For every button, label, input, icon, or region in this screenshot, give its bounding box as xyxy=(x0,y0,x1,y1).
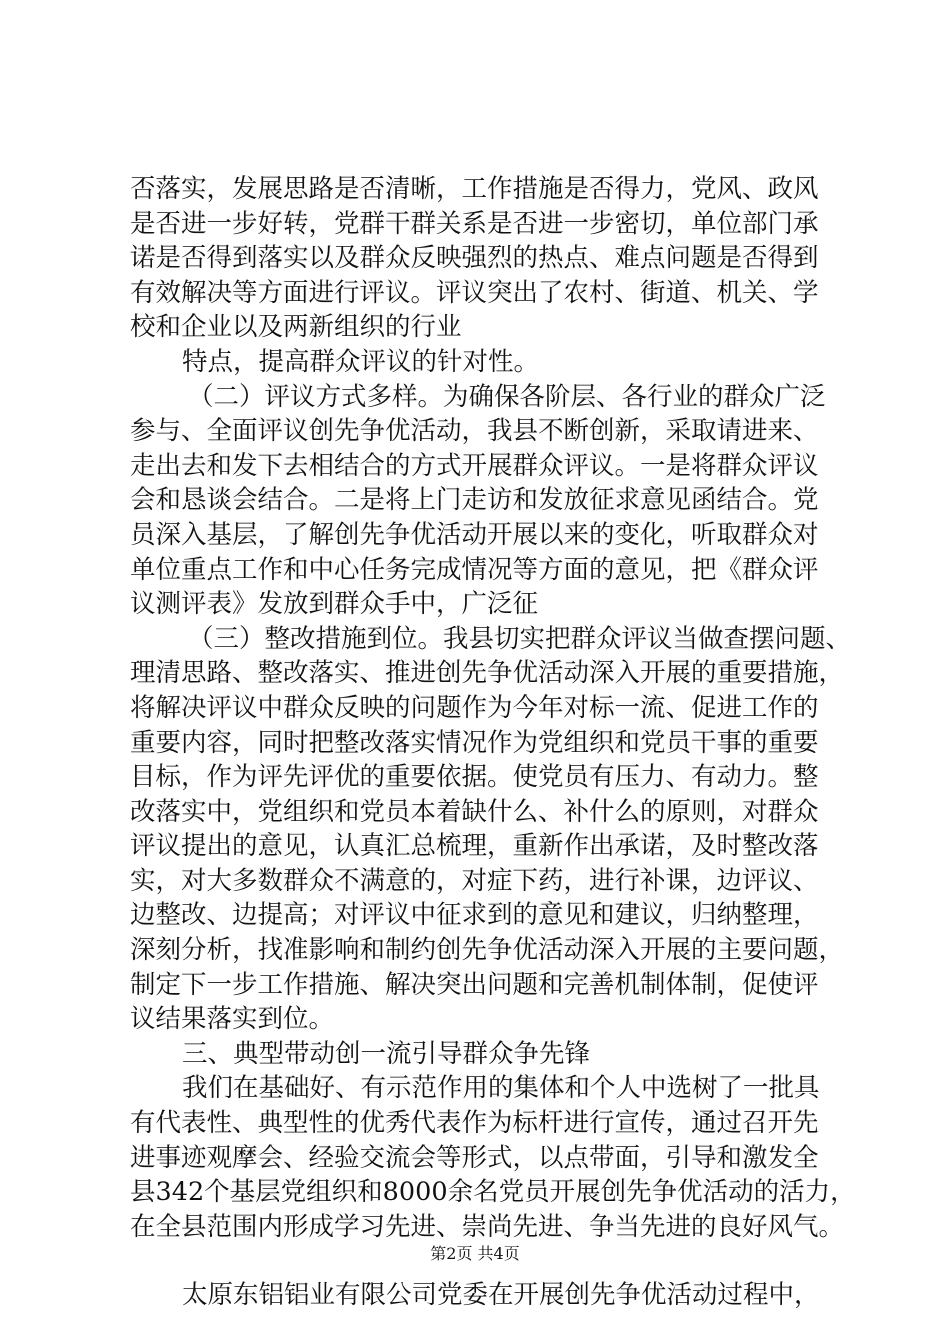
text-line: 评议提出的意见，认真汇总梳理，重新作出承诺，及时整改落 xyxy=(130,831,819,862)
text-line: 太原东铝铝业有限公司党委在开展创先争优活动过程中， xyxy=(182,1280,820,1311)
text-line: 是否进一步好转，党群干群关系是否进一步密切，单位部门承 xyxy=(130,208,819,239)
text-line: 进事迹观摩会、经验交流会等形式，以点带面，引导和激发全 xyxy=(130,1142,819,1173)
text-line: 有代表性、典型性的优秀代表作为标杆进行宣传，通过召开先 xyxy=(130,1108,819,1139)
text-line: （三）整改措施到位。我县切实把群众评议当做查摆问题、 xyxy=(188,623,852,654)
text-line: 有效解决等方面进行评议。评议突出了农村、街道、机关、学 xyxy=(130,277,819,308)
paragraph-p3 xyxy=(130,380,830,622)
text-line: 走出去和发下去相结合的方式开展群众评议。一是将群众评议 xyxy=(130,450,819,481)
text-line: 三、典型带动创一流引导群众争先锋 xyxy=(182,1038,591,1069)
text-line: 深刻分析，找准影响和制约创先争优活动深入开展的主要问题， xyxy=(130,935,845,966)
section-heading xyxy=(130,1037,830,1072)
paragraph-p2 xyxy=(130,345,830,380)
text-line: 校和企业以及两新组织的行业 xyxy=(130,312,462,343)
text-line: 特点，提高群众评议的针对性。 xyxy=(182,346,540,377)
paragraph-p1 xyxy=(130,172,830,345)
text-line: 我们在基础好、有示范作用的集体和个人中选树了一批具 xyxy=(182,1073,820,1104)
text-line: 理清思路、整改落实、推进创先争优活动深入开展的重要措施， xyxy=(130,658,845,689)
text-line: 议测评表》发放到群众手中，广泛征 xyxy=(130,589,539,620)
page-footer xyxy=(0,1243,950,1265)
text-line: 改落实中，党组织和党员本着缺什么、补什么的原则，对群众 xyxy=(130,796,819,827)
text-line: 诺是否得到落实以及群众反映强烈的热点、难点问题是否得到 xyxy=(130,243,819,274)
text-line: 在全县范围内形成学习先进、崇尚先进、争当先进的良好风气。 xyxy=(130,1211,845,1242)
paragraph-p7 xyxy=(130,1278,830,1313)
text-line: 员深入基层，了解创先争优活动开展以来的变化，听取群众对 xyxy=(130,519,819,550)
text-line: （二）评议方式多样。为确保各阶层、各行业的群众广泛 xyxy=(188,381,826,412)
text-line: 会和恳谈会结合。二是将上门走访和发放征求意见函结合。党 xyxy=(130,485,819,516)
text-line: 制定下一步工作措施、解决突出问题和完善机制体制，促使评 xyxy=(130,969,819,1000)
text-line: 实，对大多数群众不满意的，对症下药，进行补课，边评议、 xyxy=(130,865,819,896)
page-number: 第2页 共4页 xyxy=(430,1244,520,1263)
text-line: 县342个基层党组织和8000余名党员开展创先争优活动的活力， xyxy=(130,1177,856,1208)
paragraph-p4 xyxy=(130,622,852,1037)
text-line: 将解决评议中群众反映的问题作为今年对标一流、促进工作的 xyxy=(130,692,819,723)
text-line: 重要内容，同时把整改落实情况作为党组织和党员干事的重要 xyxy=(130,727,819,758)
text-line: 参与、全面评议创先争优活动，我县不断创新，采取请进来、 xyxy=(130,416,819,447)
text-line: 议结果落实到位。 xyxy=(130,1004,335,1035)
paragraph-p6 xyxy=(130,1071,856,1244)
text-line: 边整改、边提高；对评议中征求到的意见和建议，归纳整理， xyxy=(130,900,819,931)
text-line: 否落实，发展思路是否清晰，工作措施是否得力，党风、政风 xyxy=(130,174,819,204)
document-body xyxy=(130,172,856,1313)
text-line: 目标，作为评先评优的重要依据。使党员有压力、有动力。整 xyxy=(130,762,819,793)
text-line: 单位重点工作和中心任务完成情况等方面的意见，把《群众评 xyxy=(130,554,819,585)
